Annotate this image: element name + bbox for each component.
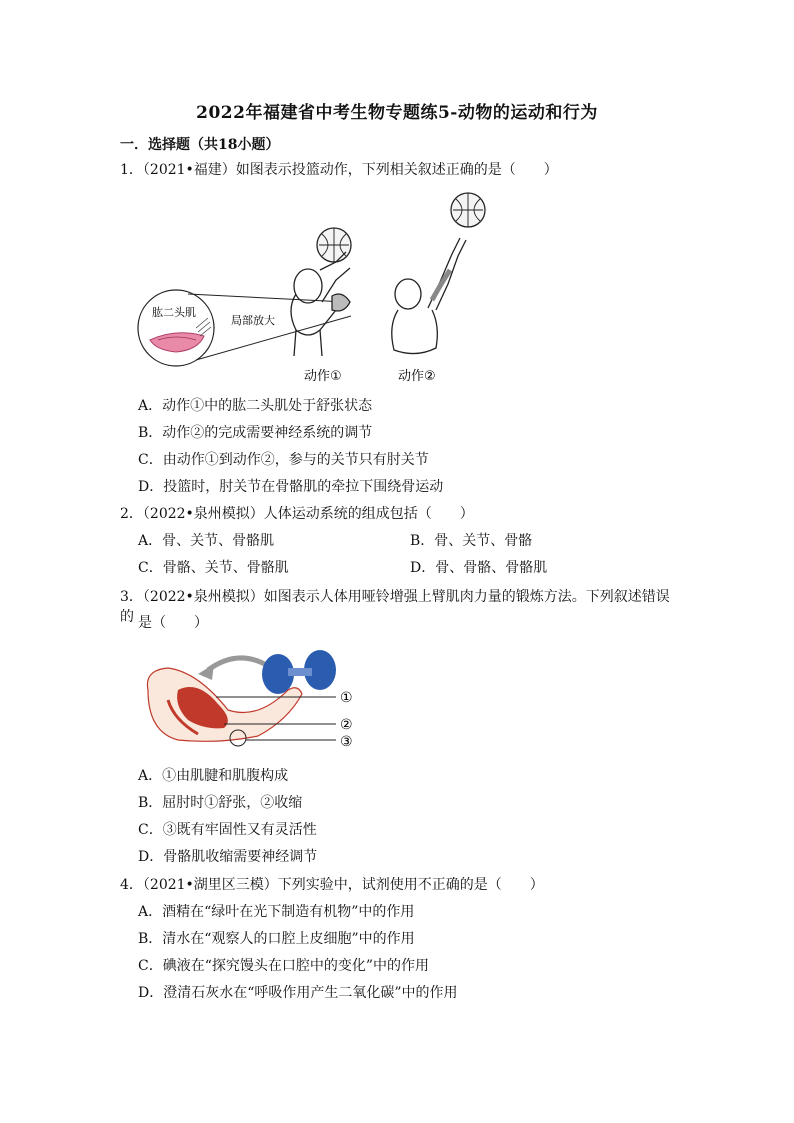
biceps-label: 肱二头肌 [152, 306, 196, 319]
q2-option-d[interactable]: D．骨、骨骼、骨骼肌 [410, 560, 548, 576]
q1-option-d[interactable]: D．投篮时，肘关节在骨骼肌的牵拉下围绕骨运动 [138, 479, 444, 495]
q2-option-c[interactable]: C．骨骼、关节、骨骼肌 [138, 560, 289, 576]
q2-option-a[interactable]: A．骨、关节、骨骼肌 [138, 533, 275, 549]
question-3-stem-line-1: 3．（2022•泉州模拟）如图表示人体用哑铃增强上臂肌肉力量的锻炼方法。下列叙述错误的 [120, 589, 670, 625]
q4-option-d[interactable]: D．澄清石灰水在“呼吸作用产生二氧化碳”中的作用 [138, 985, 458, 1001]
page-title: 2022年福建省中考生物专题练5-动物的运动和行为 [196, 103, 598, 123]
q3-option-b[interactable]: B．屈肘时①舒张，②收缩 [138, 795, 303, 811]
question-4-stem: 4．（2021•湖里区三模）下列实验中，试剂使用不正确的是（ ） [120, 877, 544, 893]
caption-action-2: 动作② [398, 369, 436, 384]
label-1: ① [340, 690, 353, 706]
arrow-head-icon [198, 664, 214, 680]
q4-option-c[interactable]: C．碘液在“探究馒头在口腔中的变化”中的作用 [138, 958, 430, 974]
player-action-2 [392, 193, 485, 354]
question-3-stem-line-2: 是（ ） [138, 615, 208, 631]
q1-option-c[interactable]: C．由动作①到动作②，参与的关节只有肘关节 [138, 452, 429, 468]
zoom-label: 局部放大 [231, 314, 275, 327]
q3-option-d[interactable]: D．骨骼肌收缩需要神经调节 [138, 849, 318, 865]
q2-option-b[interactable]: B．骨、关节、骨骼 [410, 533, 533, 549]
caption-action-1: 动作① [304, 369, 342, 384]
motion-arrow [208, 658, 268, 670]
q1-option-b[interactable]: B．动作②的完成需要神经系统的调节 [138, 425, 373, 441]
player-action-1 [291, 228, 351, 356]
question-2-stem: 2．（2022•泉州模拟）人体运动系统的组成包括（ ） [120, 506, 474, 522]
zoom-muscle-inset [138, 290, 214, 366]
dumbbell-icon [262, 650, 336, 694]
question-1-stem: 1．（2021•福建）如图表示投篮动作，下列相关叙述正确的是（ ） [120, 162, 558, 178]
q4-option-b[interactable]: B．清水在“观察人的口腔上皮细胞”中的作用 [138, 931, 415, 947]
label-2: ② [340, 717, 353, 733]
label-3: ③ [340, 734, 353, 750]
dumbbell-arm-figure [138, 640, 368, 755]
basketball-shooting-figure [136, 190, 506, 390]
q3-option-a[interactable]: A．①由肌腱和肌腹构成 [138, 768, 289, 784]
q1-option-a[interactable]: A．动作①中的肱二头肌处于舒张状态 [138, 398, 373, 414]
q3-option-c[interactable]: C．③既有牢固性又有灵活性 [138, 822, 317, 838]
q4-option-a[interactable]: A．酒精在“绿叶在光下制造有机物”中的作用 [138, 904, 415, 920]
section-heading: 一．选择题（共18小题） [120, 137, 280, 153]
